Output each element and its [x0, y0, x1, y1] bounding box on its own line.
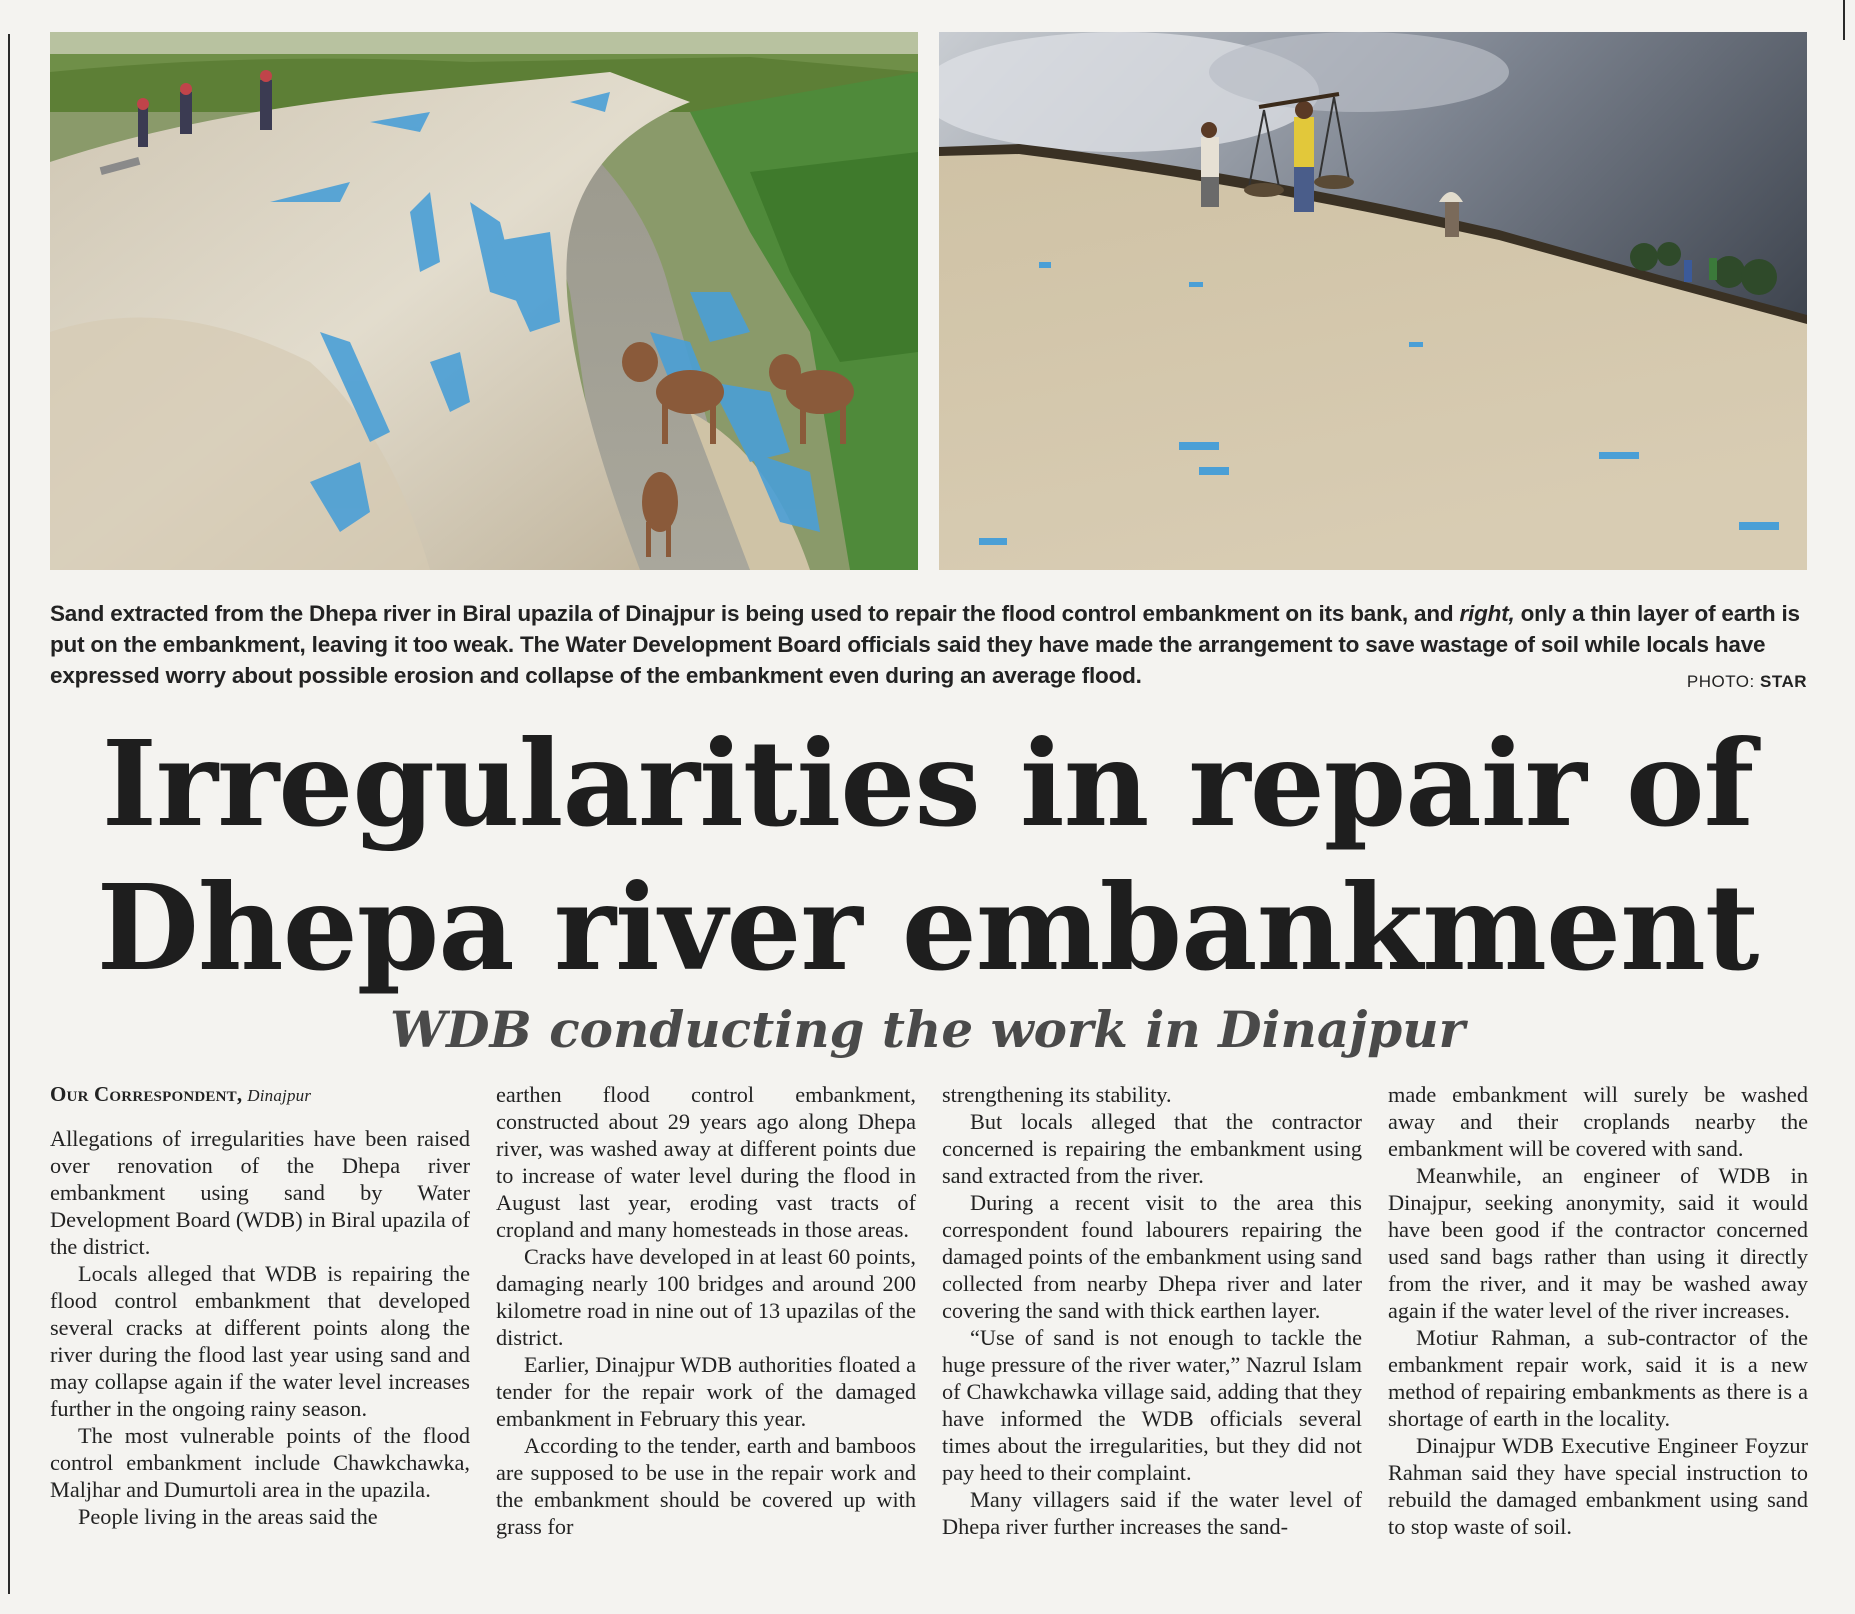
subheadline: WDB conducting the work in Dinajpur: [390, 1000, 1465, 1059]
photo-credit-label: PHOTO:: [1686, 672, 1760, 691]
paragraph: People living in the areas said the: [78, 1504, 378, 1529]
paragraph: Cracks have developed in at least 60 points, damaging nearly 100 bridges and around 200 kilometre road in nine out of 13 upazilas of the district.: [496, 1244, 916, 1350]
headline: Irregularities in repair of Dhepa river embankment: [96, 714, 1759, 997]
paragraph: earthen flood control embankment, constructed about 29 years ago along Dhepa river, was washed away at different points due to increase of water level during the flood in August last year, eroding vast tracts of cropland and many homesteads in those areas.: [496, 1082, 916, 1242]
article-column-1: [50, 1081, 470, 1530]
byline-name: Our Correspondent,: [50, 1082, 243, 1106]
paragraph: The most vulnerable points of the flood control embankment include Chawkchawka, Maljhar and Dumurtoli area in the upazila.: [50, 1423, 470, 1502]
caption-text-2: only a thin layer of earth is put on the embankment, leaving it too weak. The Water Development Board officials said they have made the arrangement to save wastage of soil while locals have expressed worry about possible erosion and collapse of the embankment even during an average flood.: [50, 601, 1800, 688]
paragraph: According to the tender, earth and bamboos are supposed to be use in the repair work and the embankment should be covered up with grass for: [496, 1433, 916, 1539]
paragraph: Allegations of irregularities have been raised over renovation of the Dhepa river embankment using sand by Water Development Board (WDB) in Biral upazila of the district.: [50, 1126, 470, 1259]
column-rule-right: [1843, 0, 1845, 40]
paragraph: Locals alleged that WDB is repairing the flood control embankment that developed several cracks at different points along the river during the flood last year using sand and may collapse again if the water level increases further in the ongoing rainy season.: [50, 1261, 470, 1421]
paragraph: Earlier, Dinajpur WDB authorities floated a tender for the repair work of the damaged embankment in February this year.: [496, 1352, 916, 1431]
byline-location: Dinajpur: [247, 1086, 312, 1105]
photo-credit-source: STAR: [1759, 672, 1807, 691]
photo-sand-embankment-cattle: [50, 32, 918, 570]
paragraph: Many villagers said if the water level of Dhepa river further increases the sand-: [942, 1487, 1362, 1539]
caption-text-1: Sand extracted from the Dhepa river in Biral upazila of Dinajpur is being used to repair the flood control embankment on its bank, and: [50, 601, 1460, 626]
paragraph: Dinajpur WDB Executive Engineer Foyzur Rahman said they have special instruction to rebuild the damaged embankment using sand to stop waste of soil.: [1388, 1433, 1808, 1539]
paragraph: During a recent visit to the area this correspondent found labourers repairing the damaged points of the embankment using sand collected from nearby Dhepa river and later covering the sand with thick earthen layer.: [942, 1190, 1362, 1323]
article-column-2: [496, 1081, 916, 1540]
photo-caption: [50, 598, 1810, 691]
photo-labourers-embankment: [939, 32, 1807, 570]
column-rule-left: [8, 34, 10, 1594]
paragraph: Motiur Rahman, a sub-contractor of the embankment repair work, said it is a new method of repairing embankments as there is a shortage of earth in the locality.: [1388, 1325, 1808, 1431]
paragraph: made embankment will surely be washed away and their croplands nearby the embankment will be covered with sand.: [1388, 1082, 1808, 1161]
article-column-4: [1388, 1081, 1808, 1540]
photo-credit: [1687, 672, 1807, 692]
paragraph: But locals alleged that the contractor concerned is repairing the embankment using sand extracted from the river.: [942, 1109, 1362, 1188]
paragraph: strengthening its stability.: [942, 1082, 1172, 1107]
caption-italic: right,: [1459, 601, 1515, 626]
byline: [50, 1081, 470, 1109]
paragraph: Meanwhile, an engineer of WDB in Dinajpur, seeking anonymity, said it would have been good if the contractor concerned used sand bags rather than using it directly from the river, and it may be washed away again if the water level of the river increases.: [1388, 1163, 1808, 1323]
article-column-3: [942, 1081, 1362, 1540]
paragraph: “Use of sand is not enough to tackle the huge pressure of the river water,” Nazrul Islam of Chawkchawka village said, adding that they have informed the WDB officials several times about the irregularities, but they did not pay heed to their complaint.: [942, 1325, 1362, 1485]
